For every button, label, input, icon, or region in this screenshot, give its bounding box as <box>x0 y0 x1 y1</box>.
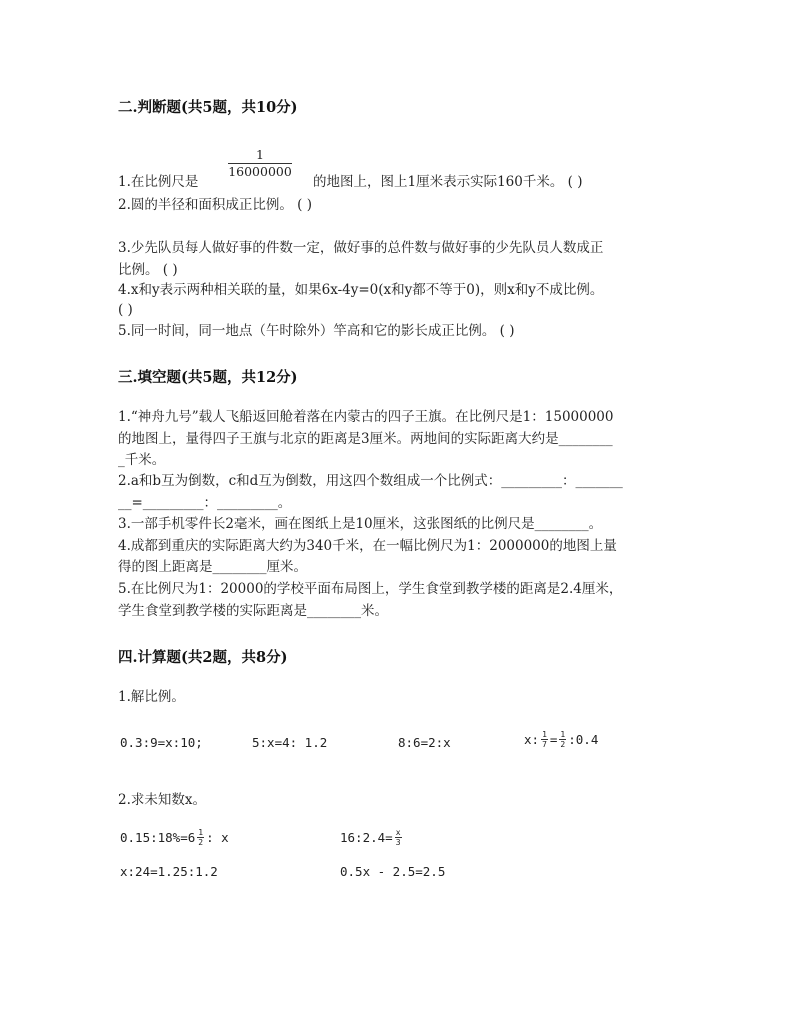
calc-part1-label: 1.解比例。 <box>118 689 185 705</box>
section-title-judge: 二.判断题(共5题，共10分) <box>118 99 298 116</box>
fraction-one-half <box>197 828 204 847</box>
equation-d: 0.5x - 2.5=2.5 <box>340 864 446 879</box>
proportion-a: 0.3:9=x:10; <box>120 735 203 750</box>
fill-q5-line2: 学生食堂到教学楼的实际距离是________米。 <box>118 603 388 619</box>
fraction-one-seventh <box>541 730 548 749</box>
fill-q1-line3: _千米。 <box>118 452 166 468</box>
scale-fraction-numerator: 1 <box>228 148 292 164</box>
equation-a-whole: 0.15:18%=6 <box>120 830 196 845</box>
proportion-d <box>524 730 598 749</box>
fraction-denominator: 3 <box>395 838 401 847</box>
fraction-denominator: 7 <box>542 740 547 749</box>
judge-q5: 5.同一时间，同一地点（午时除外）竿高和它的影长成正比例。 ( ) <box>118 323 515 339</box>
fill-q1-line1: 1.“神舟九号”载人飞船返回舱着落在内蒙古的四子王旗。在比例尺是1：15000000 <box>118 409 614 425</box>
fraction-one-half <box>559 730 566 749</box>
judge-q1-before: 1.在比例尺是 <box>118 174 199 190</box>
section-title-calc: 四.计算题(共2题，共8分) <box>118 649 288 666</box>
proportion-d-suffix: :0.4 <box>568 732 599 747</box>
fraction-denominator: 2 <box>560 740 566 749</box>
scale-fraction-denominator: 16000000 <box>228 164 292 179</box>
scale-fraction <box>228 148 292 179</box>
calc-part2-label: 2.求未知数x。 <box>118 792 206 808</box>
fill-q2-line1: 2.a和b互为倒数，c和d互为倒数，用这四个数组成一个比例式：_________：_______ <box>118 473 623 489</box>
equation-a-suffix: : x <box>206 830 229 845</box>
proportion-d-prefix: x: <box>524 732 540 747</box>
equation-b <box>340 828 404 847</box>
judge-q3-line1: 3.少先队员每人做好事的件数一定，做好事的总件数与做好事的少先队员人数成正 <box>118 240 604 256</box>
fraction-numerator: 1 <box>560 730 566 739</box>
fraction-numerator: 1 <box>198 828 204 837</box>
fill-q2-line2: __=_________：_________。 <box>118 495 292 511</box>
fraction-denominator: 2 <box>198 838 204 847</box>
proportion-b: 5:x=4: 1.2 <box>252 735 328 750</box>
proportion-c: 8:6=2:x <box>398 735 451 750</box>
proportion-d-equals: = <box>549 732 558 747</box>
equation-a <box>120 828 229 847</box>
judge-q3-line2: 比例。 ( ) <box>118 262 178 278</box>
equation-c: x:24=1.25:1.2 <box>120 864 218 879</box>
judge-q4-line2: ( ) <box>118 302 133 318</box>
judge-q4-line1: 4.x和y表示两种相关联的量，如果6x-4y=0(x和y都不等于0)，则x和y不成比例。 <box>118 282 604 298</box>
fraction-x-over-three <box>395 828 402 847</box>
judge-q2: 2.圆的半径和面积成正比例。 ( ) <box>118 197 312 213</box>
judge-q1-after: 的地图上，图上1厘米表示实际160千米。 ( ) <box>313 174 583 190</box>
fill-q5-line1: 5.在比例尺为1：20000的学校平面布局图上，学生食堂到教学楼的距离是2.4厘米， <box>118 581 623 597</box>
fill-q4-line1: 4.成都到重庆的实际距离大约为340千米，在一幅比例尺为1：2000000的地图上量 <box>118 538 617 554</box>
equation-b-prefix: 16:2.4= <box>340 830 393 845</box>
section-title-fill: 三.填空题(共5题，共12分) <box>118 369 298 386</box>
fraction-numerator: 1 <box>542 730 547 739</box>
fill-q1-line2: 的地图上，量得四子王旗与北京的距离是3厘米。两地间的实际距离大约是________ <box>118 431 613 447</box>
fill-q4-line2: 得的图上距离是________厘米。 <box>118 559 307 575</box>
fill-q3: 3.一部手机零件长2毫米，画在图纸上是10厘米，这张图纸的比例尺是________。 <box>118 516 603 532</box>
fraction-numerator: x <box>395 828 401 837</box>
